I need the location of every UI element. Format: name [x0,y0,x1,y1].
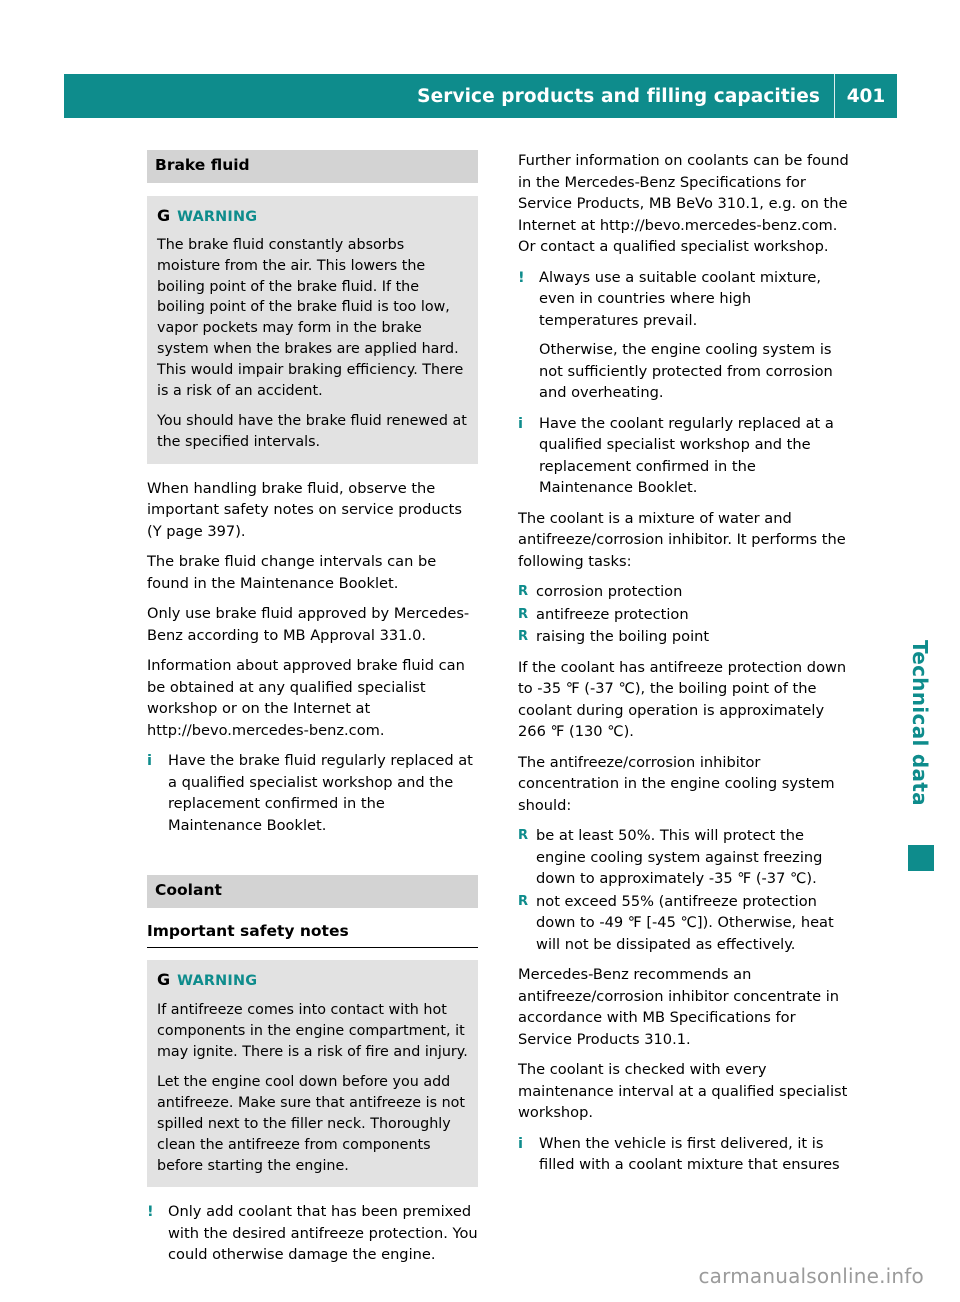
body-paragraph: When handling brake fluid, observe the important safety notes on service products (Y page 397). [147,479,462,540]
tasks-list [518,581,849,648]
warning-triangle-icon: G [157,970,171,990]
info-note [518,1133,849,1176]
chapter-tab-marker [908,845,934,871]
attention-note [147,1201,478,1266]
attention-note [518,267,849,404]
list-item [518,581,849,603]
left-column [147,150,478,1275]
warning-header [157,205,468,229]
bullet-icon: R [518,893,529,909]
info-note [147,750,478,836]
attention-note-text [539,267,849,404]
list-item [518,626,849,648]
chapter-tab-technical-data: Technical data [908,640,932,806]
attention-icon: ! [147,1203,154,1221]
warning-paragraph: The brake fluid constantly absorbs moisture from the air. This lowers the boiling point of the brake fluid. If the boiling point of the brake fluid is too low, vapor pockets may form in the brake system when the brakes are applied hard. This would impair braking efficiency. There is a risk of an accident. [157,237,464,399]
info-note-text: When the vehicle is first delivered, it is filled with a coolant mixture that ensures [539,1134,840,1173]
spacer [147,845,478,875]
bullet-icon: R [518,584,529,599]
list-item [518,604,849,626]
subsection-title-safety-notes: Important safety notes [147,921,478,949]
body-paragraph: The brake fluid change intervals can be found in the Maintenance Booklet. [147,553,437,592]
warning-label: WARNING [177,973,258,990]
bullet-icon: R [518,606,529,622]
list-item-label: antifreeze protection [536,605,689,623]
warning-paragraph: You should have the brake fluid renewed at the specified intervals. [157,413,467,451]
body-paragraph: The coolant is checked with every maintenance interval at a qualified specialist workshop. [518,1061,848,1121]
section-title-brake-fluid: Brake fluid [147,150,478,183]
page-header [64,74,897,118]
bullet-icon: R [518,828,529,843]
info-note-text: Have the brake fluid regularly replaced at a qualified specialist workshop and the replacement confirmed in the Maintenance Booklet. [168,752,473,834]
info-icon: i [518,1134,524,1152]
section-title-coolant: Coolant [147,875,478,908]
warning-label: WARNING [177,208,258,225]
info-note [518,413,849,499]
bullet-icon: R [518,629,529,644]
body-paragraph: Further information on coolants can be found in the Mercedes-Benz Specifications for Service Products, MB BeVo 310.1, e.g. on the Internet at http://bevo.mercedes-benz.com. Or contact a qualified specialist workshop. [518,152,849,255]
body-paragraph: The coolant is a mixture of water and antifreeze/corrosion inhibitor. It performs the following tasks: [518,509,846,570]
body-paragraph: Information about approved brake fluid can be obtained at any qualified specialist workshop or on the Internet at http://bevo.mercedes-benz.com. [147,657,465,739]
list-item-label: not exceed 55% (antifreeze protection down to -49 ℉ [-45 ℃]). Otherwise, heat will not be dissipated as effectively. [536,892,834,953]
list-item-label: corrosion protection [536,583,683,600]
list-item-label: be at least 50%. This will protect the engine cooling system against freezing down to approximately -35 ℉ (-37 ℃). [536,827,823,887]
concentration-list [518,825,849,955]
body-paragraph: If the coolant has antifreeze protection down to -35 ℉ (-37 ℃), the boiling point of the coolant during operation is approximately 266 ℉ (130 ℃). [518,658,847,740]
header-divider [834,74,835,118]
info-icon: i [518,414,524,432]
page-number: 401 [846,85,886,107]
attention-note-paragraph: Otherwise, the engine cooling system is not sufficiently protected from corrosion and overheating. [539,341,833,401]
body-paragraph: The antifreeze/corrosion inhibitor concentration in the engine cooling system should: [518,753,835,814]
attention-note-paragraph: Always use a suitable coolant mixture, even in countries where high temperatures prevail. [539,268,822,329]
attention-icon: ! [518,268,525,286]
warning-box-brake-fluid [147,196,478,464]
info-note-text: Have the coolant regularly replaced at a qualified specialist workshop and the replacement confirmed in the Maintenance Booklet. [539,414,834,496]
attention-note-text: Only add coolant that has been premixed with the desired antifreeze protection. You could otherwise damage the engine. [168,1203,478,1264]
info-icon: i [147,752,153,770]
list-item [518,891,849,956]
warning-paragraph: Let the engine cool down before you add antifreeze. Make sure that antifreeze is not spilled next to the filler neck. Thoroughly clean the antifreeze from components before starting the engine. [157,1074,465,1174]
list-item [518,825,849,890]
warning-box-coolant [147,960,478,1187]
header-title: Service products and filling capacities [417,85,820,107]
warning-triangle-icon: G [157,205,171,225]
warning-header [157,969,468,993]
list-item-label: raising the boiling point [536,628,710,645]
right-column [518,150,849,1185]
body-paragraph: Only use brake fluid approved by Mercedes-Benz according to MB Approval 331.0. [147,605,470,644]
body-paragraph: Mercedes-Benz recommends an antifreeze/corrosion inhibitor concentrate in accordance with MB Specifications for Service Products 310.1. [518,966,840,1048]
warning-paragraph: If antifreeze comes into contact with hot components in the engine compartment, it may ignite. There is a risk of fire and injury. [157,1001,468,1060]
footer-watermark: carmanualsonline.info [698,1264,924,1288]
